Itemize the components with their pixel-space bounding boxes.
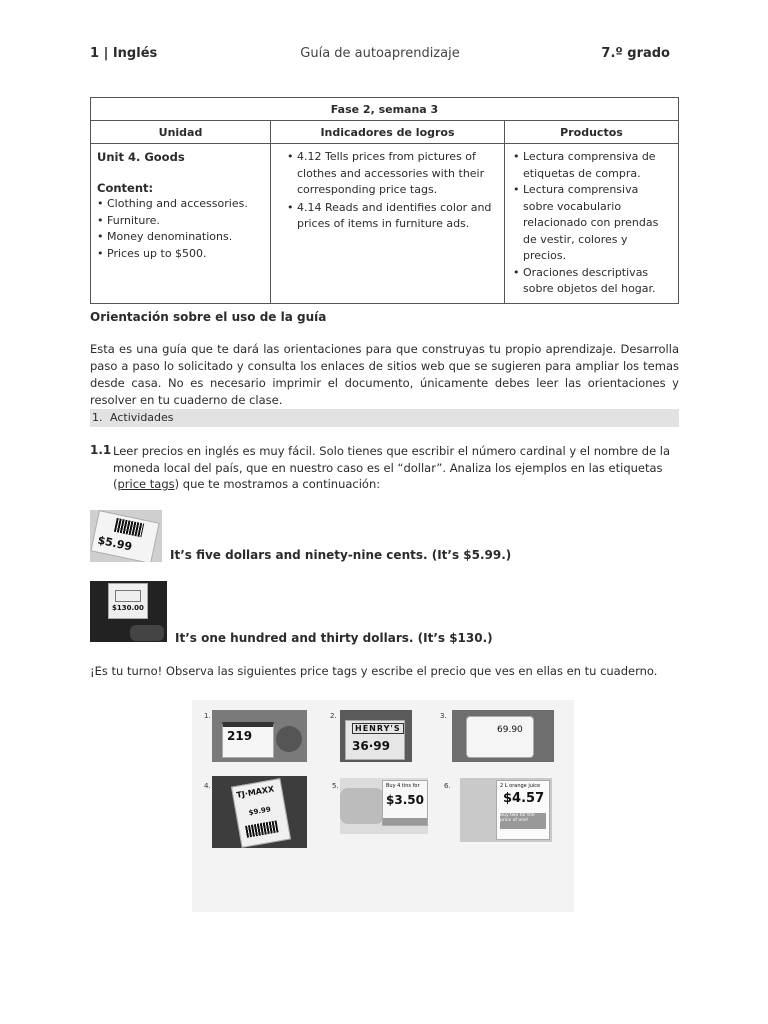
tag-number: 2. — [330, 712, 337, 720]
plan-table — [90, 97, 679, 304]
price-tag-image — [108, 583, 148, 619]
header-grade: 7.º grado — [601, 46, 670, 61]
column-header-indicadores: Indicadores de logros — [271, 121, 505, 144]
price-tags-link[interactable]: price tags — [117, 477, 175, 491]
list-item: • Furniture. — [97, 213, 264, 230]
column-header-productos: Productos — [505, 121, 679, 144]
price-tag-image — [466, 716, 534, 758]
tag-price: $4.57 — [503, 791, 545, 806]
price-tag-photo-1 — [212, 710, 307, 762]
activities-label: Actividades — [110, 411, 174, 424]
price-tag-image — [90, 510, 159, 562]
example-tag-price: $5.99 — [96, 533, 134, 554]
tag-number: 1. — [204, 712, 211, 720]
tag-label-box — [115, 590, 141, 602]
indicators-cell — [271, 144, 505, 304]
list-item: • 4.14 Reads and identifies color and prices of items in furniture ads. — [287, 200, 498, 233]
activity-number: 1.1 — [90, 443, 112, 457]
products-cell — [505, 144, 679, 304]
example-caption-1: It’s five dollars and ninety-nine cents. (It’s $5.99.) — [170, 548, 512, 562]
unit-cell — [91, 144, 271, 304]
unit-content-list — [97, 196, 264, 262]
decor-shape — [340, 788, 384, 824]
barcode-icon — [114, 518, 144, 538]
activity-text-before: Leer precios en inglés es muy fácil. Solo tienes que escribir el número cardinal y el nombre de la moneda local del país, que en nuestro caso es el “dollar”. Analiza los ejemplos en las etiquetas ( — [113, 444, 671, 491]
unit-title: Unit 4. Goods — [97, 150, 185, 164]
tag-price: 69.90 — [497, 725, 523, 735]
price-tag-image — [496, 780, 550, 840]
header-subject: 1 | Inglés — [90, 46, 158, 61]
example-caption-2: It’s one hundred and thirty dollars. (It’s $130.) — [175, 631, 493, 645]
list-item: • Lectura comprensiva sobre vocabulario relacionado con prendas de vestir, colores y precios. — [513, 182, 672, 265]
tag-price: 36·99 — [352, 739, 390, 753]
activity-text-after: ) que te mostramos a continuación: — [174, 477, 381, 491]
example-photo-1 — [90, 510, 162, 562]
tag-price: $9.99 — [248, 805, 272, 818]
price-tag-photo-2 — [340, 710, 412, 762]
tag-number: 5. — [332, 782, 339, 790]
content-label: Content: — [97, 180, 154, 195]
orientation-text: Esta es una guía que te dará las orientaciones para que construyas tu propio aprendizaje. Desarrolla paso a paso lo solicitado y consulta los enlaces de sitios web que se sugieren para ampliar los temas desde casa. No es necesario imprimir el documento, únicamente debes leer las orientaciones y resolver en tu cuaderno de clase. — [90, 342, 679, 407]
column-header-unidad: Unidad — [91, 121, 271, 144]
list-item: • Clothing and accessories. — [97, 196, 264, 213]
tag-brand: HENRY'S — [352, 723, 404, 734]
barcode-icon — [245, 820, 279, 837]
price-tag-image — [231, 778, 291, 848]
list-item: • Oraciones descriptivas sobre objetos del hogar. — [513, 265, 672, 298]
price-tag-photo-6 — [460, 778, 552, 842]
list-item: • Prices up to $500. — [97, 246, 264, 263]
price-tag-photo-4 — [212, 776, 307, 848]
activities-number: 1. — [92, 411, 103, 424]
activity-text — [113, 443, 679, 493]
table-caption: Fase 2, semana 3 — [91, 98, 679, 121]
tag-promo: 2 L orange juice — [500, 783, 541, 789]
price-tag-photo-5 — [340, 778, 428, 834]
tag-promo: Buy 4 tins for — [386, 783, 420, 789]
example-tag-price: $130.00 — [112, 604, 144, 612]
example-photo-2 — [90, 581, 167, 642]
tag-footer — [383, 818, 427, 825]
decor-shape — [276, 726, 302, 752]
price-tags-grid — [192, 700, 574, 912]
list-item: • 4.12 Tells prices from pictures of clothes and accessories with their corresponding price tags. — [287, 149, 498, 199]
tag-price: $3.50 — [386, 793, 424, 807]
turn-instruction: ¡Es tu turno! Observa las siguientes price tags y escribe el precio que ves en ellas en tu cuaderno. — [90, 664, 658, 678]
list-item: • Lectura comprensiva de etiquetas de compra. — [513, 149, 672, 182]
indicators-list — [287, 149, 498, 233]
tag-promo-box: Buy two for the price of one! — [500, 813, 546, 829]
tag-number: 6. — [444, 782, 451, 790]
page-header — [90, 46, 670, 66]
tag-price: 219 — [227, 729, 253, 743]
price-tag-image — [382, 780, 428, 826]
activities-section-bar — [90, 409, 679, 427]
decor-shape — [130, 625, 164, 641]
price-tag-image — [222, 722, 274, 758]
list-item: • Money denominations. — [97, 229, 264, 246]
tag-brand: TJ·MAXX — [235, 784, 275, 800]
price-tag-image — [345, 720, 405, 760]
tag-number: 4. — [204, 782, 211, 790]
price-tag-photo-3 — [452, 710, 554, 762]
header-title: Guía de autoaprendizaje — [300, 46, 460, 61]
tag-number: 3. — [440, 712, 447, 720]
products-list — [513, 149, 672, 298]
orientation-title: Orientación sobre el uso de la guía — [90, 310, 327, 324]
